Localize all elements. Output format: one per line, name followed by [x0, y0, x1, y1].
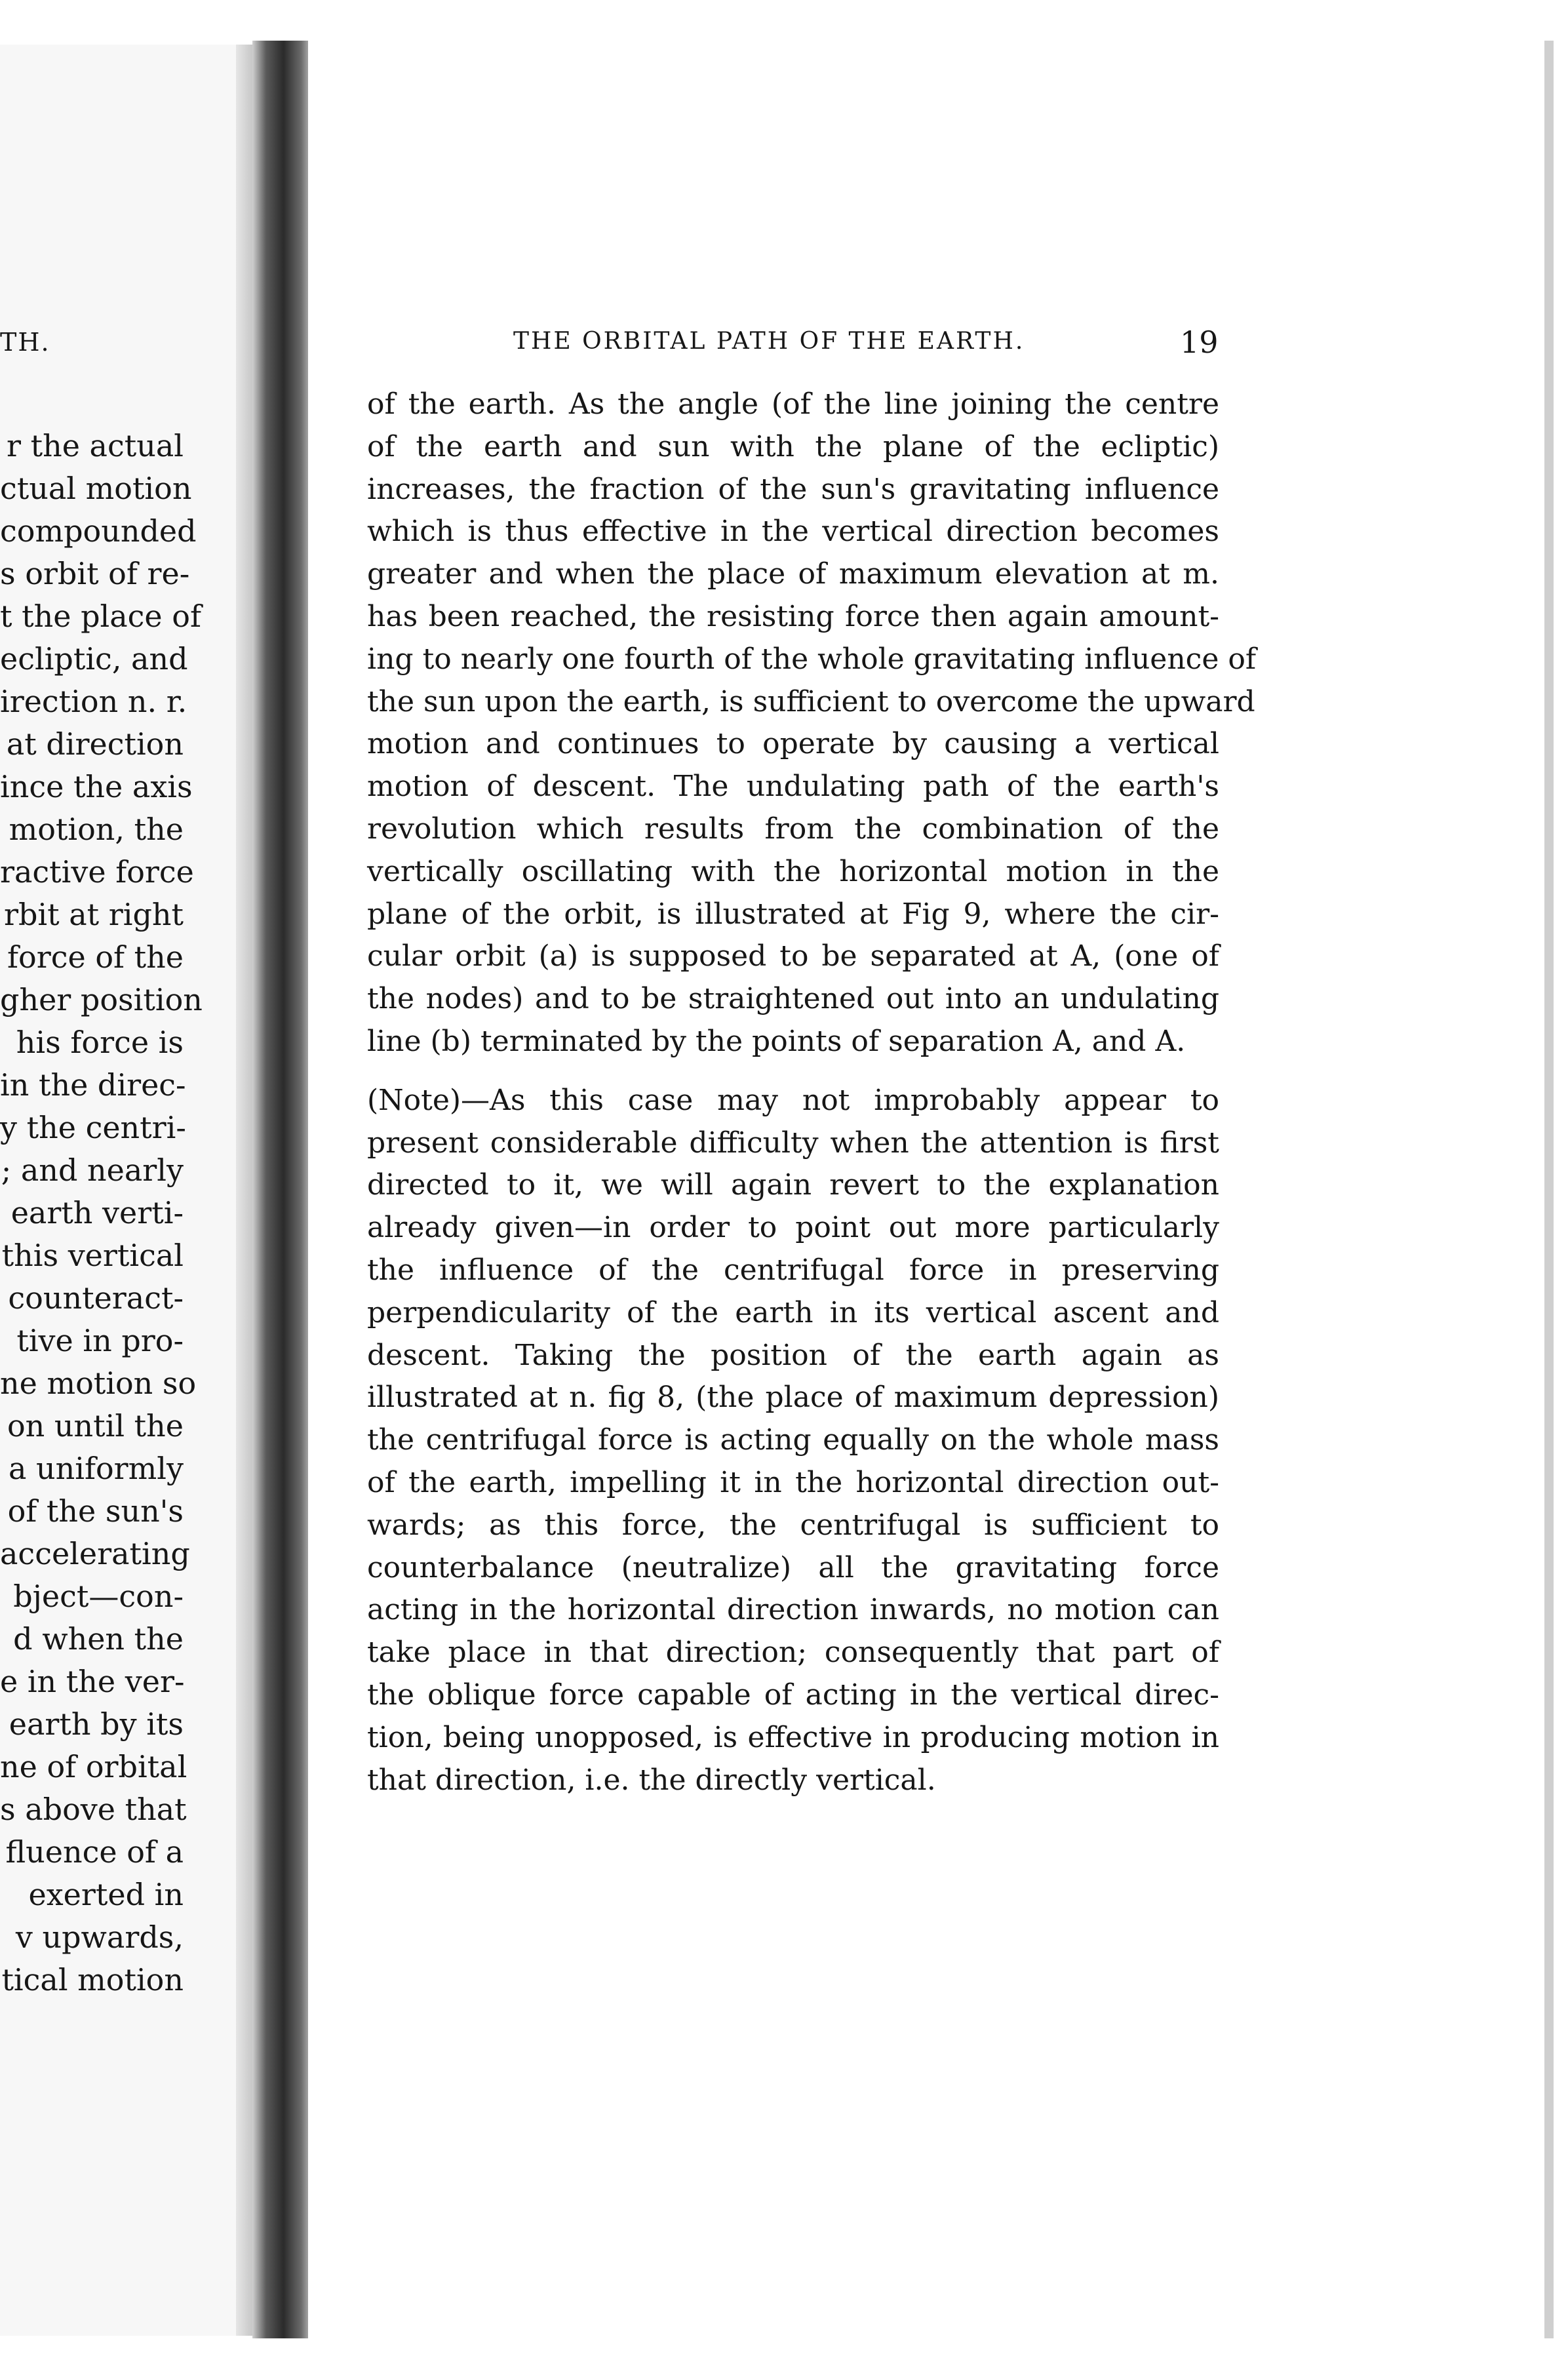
left-page-line: ; and nearly — [1, 1152, 184, 1188]
text-line: of the earth, impelling it in the horizontal direction out- — [367, 1465, 1219, 1499]
text-line: line (b) terminated by the points of separation A, and A. — [367, 1024, 1186, 1058]
left-page-line: y the centri- — [0, 1110, 186, 1145]
left-page-line: ecliptic, and — [0, 641, 188, 677]
left-page-line: s orbit of re- — [0, 556, 190, 591]
text-line: of the earth and sun with the plane of the ecliptic) — [367, 429, 1219, 463]
left-page-line: rbit at right — [3, 897, 184, 932]
left-page-line: ne of orbital — [0, 1749, 187, 1784]
left-page-line: fluence of a — [5, 1834, 184, 1870]
text-line: the sun upon the earth, is sufficient to overcome the upward — [367, 684, 1255, 718]
text-line: vertically oscillating with the horizontal motion in the — [367, 854, 1219, 888]
left-page-line: irection n. r. — [0, 684, 187, 719]
left-page-line: his force is — [16, 1025, 184, 1060]
text-line: wards; as this force, the centrifugal is sufficient to — [367, 1508, 1219, 1542]
left-page-line: a uniformly — [8, 1451, 184, 1486]
text-line: revolution which results from the combination of the — [367, 812, 1219, 846]
text-line: greater and when the place of maximum elevation at m. — [367, 557, 1219, 591]
left-page-line: on until the — [7, 1408, 184, 1444]
text-line: cular orbit (a) is supposed to be separated at A, (one of — [367, 939, 1219, 974]
text-line: directed to it, we will again revert to the explanation — [367, 1168, 1219, 1202]
left-page-line: bject—con- — [13, 1579, 184, 1614]
text-line: acting in the horizontal direction inwards, no motion can — [367, 1593, 1219, 1627]
left-page-line: s above that — [0, 1792, 187, 1827]
text-line: motion of descent. The undulating path of the earth's — [367, 770, 1219, 804]
body-text — [367, 384, 1257, 1801]
text-line: increases, the fraction of the sun's gravitating influence — [367, 472, 1219, 506]
text-line: the oblique force capable of acting in the vertical direc- — [367, 1678, 1219, 1712]
left-page-line: compounded — [0, 513, 197, 549]
left-page-line: t the place of — [0, 599, 201, 634]
text-line: tion, being unopposed, is effective in producing motion in — [367, 1720, 1219, 1754]
left-page-header-fragment: TH. — [0, 328, 50, 357]
left-page-line: ne motion so — [0, 1366, 197, 1401]
left-page-line: exerted in — [28, 1877, 184, 1912]
left-page-line: motion, the — [9, 812, 184, 847]
left-page-line: ctual motion — [0, 471, 192, 506]
text-line: present considerable difficulty when the attention is first — [367, 1126, 1219, 1160]
left-page-line: ince the axis — [0, 769, 193, 804]
text-line: descent. Taking the position of the earth again as — [367, 1338, 1219, 1372]
left-page-line: this vertical — [1, 1238, 184, 1273]
left-page-line: of the sun's — [7, 1493, 184, 1529]
paragraph-main — [367, 384, 1257, 1063]
left-page-line: gher position — [0, 982, 203, 1017]
text-line: ing to nearly one fourth of the whole gravitating influence of — [367, 642, 1257, 676]
left-page-line: counteract- — [8, 1280, 184, 1316]
left-page-line: ractive force — [0, 854, 194, 890]
left-page-line: v upwards, — [15, 1919, 184, 1955]
text-line: already given—in order to point out more particularly — [367, 1211, 1219, 1245]
left-page-line: earth verti- — [10, 1195, 184, 1230]
left-page-line: force of the — [7, 939, 184, 975]
text-line: which is thus effective in the vertical direction becomes — [367, 515, 1219, 549]
left-page — [0, 45, 262, 2336]
text-line: has been reached, the resisting force then again amount- — [367, 599, 1219, 633]
text-line: the centrifugal force is acting equally on the whole mass — [367, 1423, 1219, 1457]
book-spine — [252, 41, 315, 2338]
left-page-line: at direction — [6, 726, 184, 762]
text-line: motion and continues to operate by causing a vertical — [367, 727, 1219, 761]
left-page-line: in the direc- — [0, 1067, 186, 1103]
text-line: that direction, i.e. the directly vertical. — [367, 1763, 936, 1797]
page-number: 19 — [1180, 324, 1219, 360]
text-line: plane of the orbit, is illustrated at Fig 9, where the cir- — [367, 897, 1219, 931]
left-page-line: accelerating — [0, 1536, 190, 1571]
text-line: illustrated at n. fig 8, (the place of maximum depression) — [367, 1381, 1219, 1415]
left-page-text-column — [0, 425, 203, 2001]
left-page-line: e in the ver- — [0, 1664, 185, 1699]
left-page-line: d when the — [13, 1621, 184, 1657]
text-line: take place in that direction; consequently that part of — [367, 1636, 1219, 1670]
paragraph-note — [367, 1080, 1219, 1802]
text-line: perpendicularity of the earth in its vertical ascent and — [367, 1295, 1219, 1329]
text-line: the influence of the centrifugal force in preserving — [367, 1253, 1219, 1287]
left-page-line: tical motion — [1, 1962, 184, 1997]
text-line: of the earth. As the angle (of the line joining the centre — [367, 387, 1219, 421]
left-page-line: r the actual — [6, 428, 184, 463]
running-head: THE ORBITAL PATH OF THE EARTH. — [513, 328, 1025, 355]
text-line: the nodes) and to be straightened out into an undulating — [367, 982, 1219, 1016]
left-page-line: tive in pro- — [16, 1323, 184, 1358]
text-line: counterbalance (neutralize) all the gravitating force — [367, 1550, 1219, 1584]
text-line: (Note)—As this case may not improbably appear to — [367, 1083, 1219, 1117]
left-page-line: earth by its — [9, 1706, 184, 1742]
